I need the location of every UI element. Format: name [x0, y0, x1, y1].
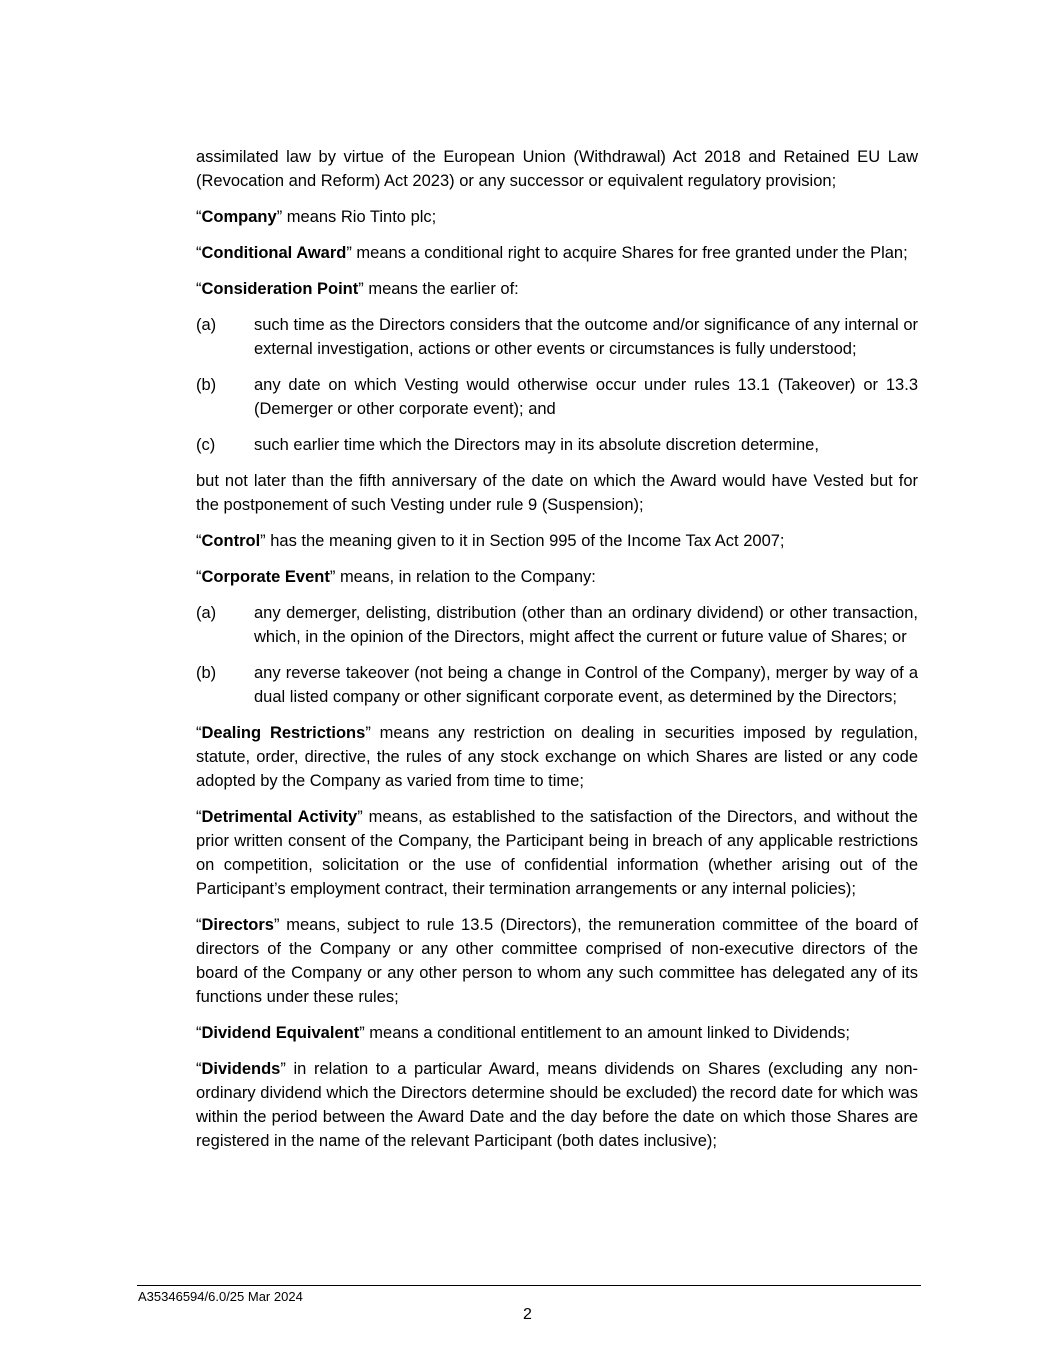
list-item	[196, 661, 918, 709]
definition-text: ” means, as established to the satisfaction of the Directors, and without the prior written consent of the Company, the Participant being in breach of any applicable restrictions on competition, solicitation or the use of confidential information (whether arising out of the Participant’s employment contract, their termination arrangements or any internal policies);	[196, 808, 918, 898]
term: Conditional Award	[201, 244, 347, 262]
document-reference: A35346594/6.0/25 Mar 2024	[138, 1289, 303, 1304]
item-text: any date on which Vesting would otherwise occur under rules 13.1 (Takeover) or 13.3 (Demerger or other corporate event); and	[254, 376, 918, 418]
definition-text: ” means the earlier of:	[358, 280, 519, 298]
definition-company: “Company” means Rio Tinto plc;	[196, 208, 437, 226]
definition-text: ” means any restriction on dealing in securities imposed by regulation, statute, order, directive, the rules of any stock exchange on which Shares are listed or any code adopted by the Company as varied from time to time;	[196, 724, 918, 790]
term: Control	[201, 532, 261, 550]
page-number: 2	[523, 1306, 532, 1323]
item-text: any reverse takeover (not being a change in Control of the Company), merger by way of a dual listed company or other significant corporate event, as determined by the Directors;	[254, 664, 918, 706]
item-label: (a)	[196, 604, 217, 622]
list-item	[196, 433, 918, 457]
definition-dividend-equivalent: “Dividend Equivalent” means a conditional entitlement to an amount linked to Dividends;	[196, 1024, 850, 1042]
item-text: any demerger, delisting, distribution (other than an ordinary dividend) or other transaction, which, in the opinion of the Directors, might affect the current or future value of Shares; or	[254, 604, 918, 646]
footer-divider	[137, 1285, 921, 1286]
list-item	[196, 313, 918, 361]
list-item	[196, 601, 918, 649]
item-label: (b)	[196, 664, 217, 682]
definition-dividends: “Dividends” in relation to a particular Award, means dividends on Shares (excluding any non-ordinary dividend which the Directors determine should be excluded) the record date for which was within the period between the Award Date and the day before the date on which those Shares are registered in the name of the relevant Participant (both dates inclusive);	[196, 1060, 918, 1150]
term: Corporate Event	[201, 568, 330, 586]
definition-text: ” in relation to a particular Award, means dividends on Shares (excluding any non-ordinary dividend which the Directors determine should be excluded) the record date for which was within the period between the Award Date and the day before the date on which those Shares are registered in the name of the relevant Participant (both dates inclusive);	[196, 1060, 918, 1150]
item-text: such earlier time which the Directors may in its absolute discretion determine,	[254, 436, 819, 454]
term: Directors	[201, 916, 274, 934]
list-item	[196, 373, 918, 421]
document-body	[196, 145, 918, 1165]
definition-control: “Control” has the meaning given to it in Section 995 of the Income Tax Act 2007;	[196, 532, 785, 550]
definition-detrimental-activity: “Detrimental Activity” means, as established to the satisfaction of the Directors, and without the prior written consent of the Company, the Participant being in breach of any applicable restrictions on competition, solicitation or the use of confidential information (whether arising out of the Participant’s employment contract, their termination arrangements or any internal policies);	[196, 808, 918, 898]
term: Consideration Point	[201, 280, 359, 298]
definition-corporate-event: “Corporate Event” means, in relation to the Company:	[196, 568, 596, 586]
consideration-point-tail: but not later than the fifth anniversary of the date on which the Award would have Vested but for the postponement of such Vesting under rule 9 (Suspension);	[196, 472, 918, 514]
item-label: (a)	[196, 316, 217, 334]
definition-text: ” means, in relation to the Company:	[329, 568, 596, 586]
definition-text: ” has the meaning given to it in Section 995 of the Income Tax Act 2007;	[260, 532, 785, 550]
item-text: such time as the Directors considers that the outcome and/or significance of any internal or external investigation, actions or other events or circumstances is fully understood;	[254, 316, 918, 358]
term: Dividend Equivalent	[201, 1024, 360, 1042]
definition-directors: “Directors” means, subject to rule 13.5 (Directors), the remuneration committee of the board of directors of the Company or any other committee comprised of non-executive directors of the board of the Company or any other person to whom any such committee has delegated any of its functions under these rules;	[196, 916, 918, 1006]
definition-text: ” means a conditional right to acquire Shares for free granted under the Plan;	[346, 244, 908, 262]
term: Company	[201, 208, 277, 226]
intro-paragraph: assimilated law by virtue of the European Union (Withdrawal) Act 2018 and Retained EU Law (Revocation and Reform) Act 2023) or any successor or equivalent regulatory provision;	[196, 148, 918, 190]
item-label: (b)	[196, 376, 217, 394]
definition-text: ” means a conditional entitlement to an amount linked to Dividends;	[359, 1024, 850, 1042]
term: Dealing Restrictions	[201, 724, 366, 742]
definition-dealing-restrictions: “Dealing Restrictions” means any restriction on dealing in securities imposed by regulation, statute, order, directive, the rules of any stock exchange on which Shares are listed or any code adopted by the Company as varied from time to time;	[196, 724, 918, 790]
definition-consideration-point: “Consideration Point” means the earlier of:	[196, 280, 519, 298]
definition-text: ” means Rio Tinto plc;	[276, 208, 437, 226]
term: Dividends	[201, 1060, 281, 1078]
term: Detrimental Activity	[201, 808, 358, 826]
definition-conditional-award: “Conditional Award” means a conditional right to acquire Shares for free granted under the Plan;	[196, 244, 908, 262]
item-label: (c)	[196, 436, 216, 454]
definition-text: ” means, subject to rule 13.5 (Directors), the remuneration committee of the board of directors of the Company or any other committee comprised of non-executive directors of the board of the Company or any other person to whom any such committee has delegated any of its functions under these rules;	[196, 916, 918, 1006]
